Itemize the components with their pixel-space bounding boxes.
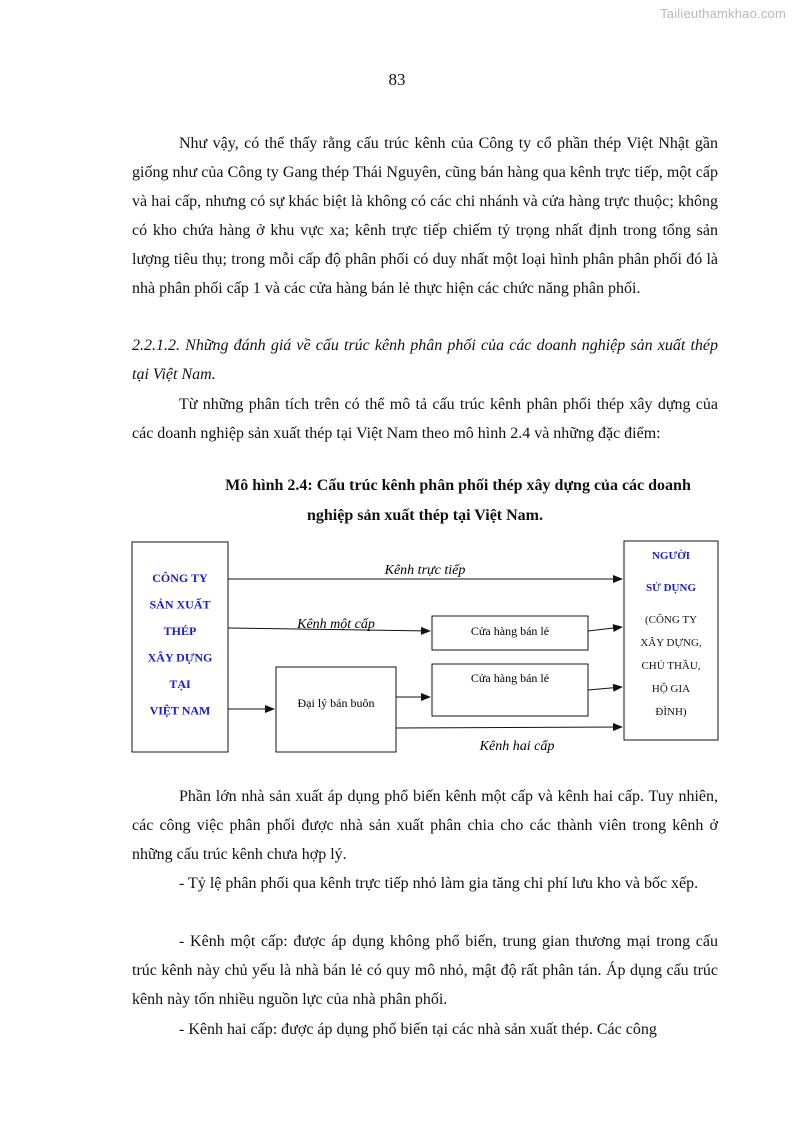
user-description-line-1: (CÔNG TY: [644, 614, 698, 626]
user-description-line-4: HỘ GIA: [651, 683, 691, 695]
page-number: 83: [388, 70, 406, 89]
wholesale-agent-label: Đại lý bán buôn: [297, 696, 375, 710]
retail-store-label-2: Cửa hàng bán lẻ: [470, 671, 550, 685]
section-heading: 2.2.1.2. Những đánh giá về cấu trúc kênh phân phối của các doanh nghiệp sản xuất thép tại Việt Nam.: [132, 337, 718, 383]
figure-caption-line-1: Mô hình 2.4: Cấu trúc kênh phân phối thép xây dựng của các doanh: [225, 477, 691, 494]
paragraph-model-intro: Từ những phân tích trên có thể mô tả cấu trúc kênh phân phối thép xây dựng của các doanh nghiệp sản xuất thép tại Việt Nam theo mô hình 2.4 và những đặc điểm:: [132, 396, 718, 442]
producer-label-line-5: TẠI: [169, 677, 191, 691]
user-description-line-3: CHỦ THẦU,: [641, 660, 701, 672]
paragraph-one-level-channel: - Kênh một cấp: được áp dụng không phổ biến, trung gian thương mại trong cấu trúc kênh này chủ yếu là nhà bán lẻ có quy mô nhỏ, mật độ rất phân tán. Áp dụng cấu trúc kênh này tốn nhiều nguồn lực của nhà phân phối.: [132, 933, 718, 1008]
paragraph-intro: Như vậy, có thể thấy rằng cấu trúc kênh của Công ty cổ phần thép Việt Nhật gần giống như của Công ty Gang thép Thái Nguyên, cũng bán hàng qua kênh trực tiếp, một cấp và hai cấp, nhưng có sự khác biệt là không có các chi nhánh và cửa hàng trực thuộc; không có kho chứa hàng ở khu vực xa; kênh trực tiếp chiếm tỷ trọng nhất định trong tổng sản lượng tiêu thụ; trong mỗi cấp độ phân phối có duy nhất một loại hình phân phân phối đó là nhà phân phối cấp 1 và các cửa hàng bán lẻ thực hiện các chức năng phân phối.: [132, 135, 718, 297]
figure-caption-line-2: nghiệp sản xuất thép tại Việt Nam.: [306, 507, 544, 524]
paragraph-two-level-channel: - Kênh hai cấp: được áp dụng phổ biến tại các nhà sản xuất thép. Các công: [179, 1021, 657, 1038]
producer-label-line-3: THÉP: [163, 624, 197, 638]
producer-label-line-2: SẢN XUẤT: [149, 597, 211, 612]
two-level-channel-label: Kênh hai cấp: [479, 739, 555, 754]
producer-label-line-4: XÂY DỰNG: [147, 650, 213, 665]
one-level-channel-label: Kênh một cấp: [297, 617, 375, 632]
watermark: Tailieuthamkhao.com: [660, 6, 786, 21]
user-title-line-1: NGƯỜI: [651, 550, 691, 562]
user-description-line-5: ĐÌNH): [655, 706, 687, 718]
retail-1-to-user-arrow: [588, 627, 622, 631]
paragraph-assessment: Phần lớn nhà sản xuất áp dụng phổ biến kênh một cấp và kênh hai cấp. Tuy nhiên, các công việc phân phối được nhà sản xuất phân chia cho các thành viên trong kênh ở những cấu trúc kênh chưa hợp lý.: [132, 788, 718, 863]
retail-store-label-1: Cửa hàng bán lẻ: [470, 624, 550, 638]
producer-label-line-6: VIỆT NAM: [149, 703, 211, 718]
retail-2-to-user-arrow: [588, 687, 622, 690]
retail-store-box-2: [432, 664, 588, 716]
retail-store-box-1: [432, 616, 588, 650]
producer-box: [132, 542, 228, 752]
paragraph-direct-channel: - Tỷ lệ phân phối qua kênh trực tiếp nhỏ làm gia tăng chi phí lưu kho và bốc xếp.: [179, 875, 699, 892]
user-description-line-2: XÂY DỰNG,: [640, 637, 702, 649]
user-title-line-2: SỬ DỤNG: [645, 582, 697, 594]
direct-channel-label: Kênh trực tiếp: [384, 563, 466, 578]
wholesale-agent-box: [276, 667, 396, 752]
user-box: [624, 541, 718, 740]
two-level-channel-arrow: [396, 727, 622, 728]
producer-label-line-1: CÔNG TY: [152, 571, 208, 585]
